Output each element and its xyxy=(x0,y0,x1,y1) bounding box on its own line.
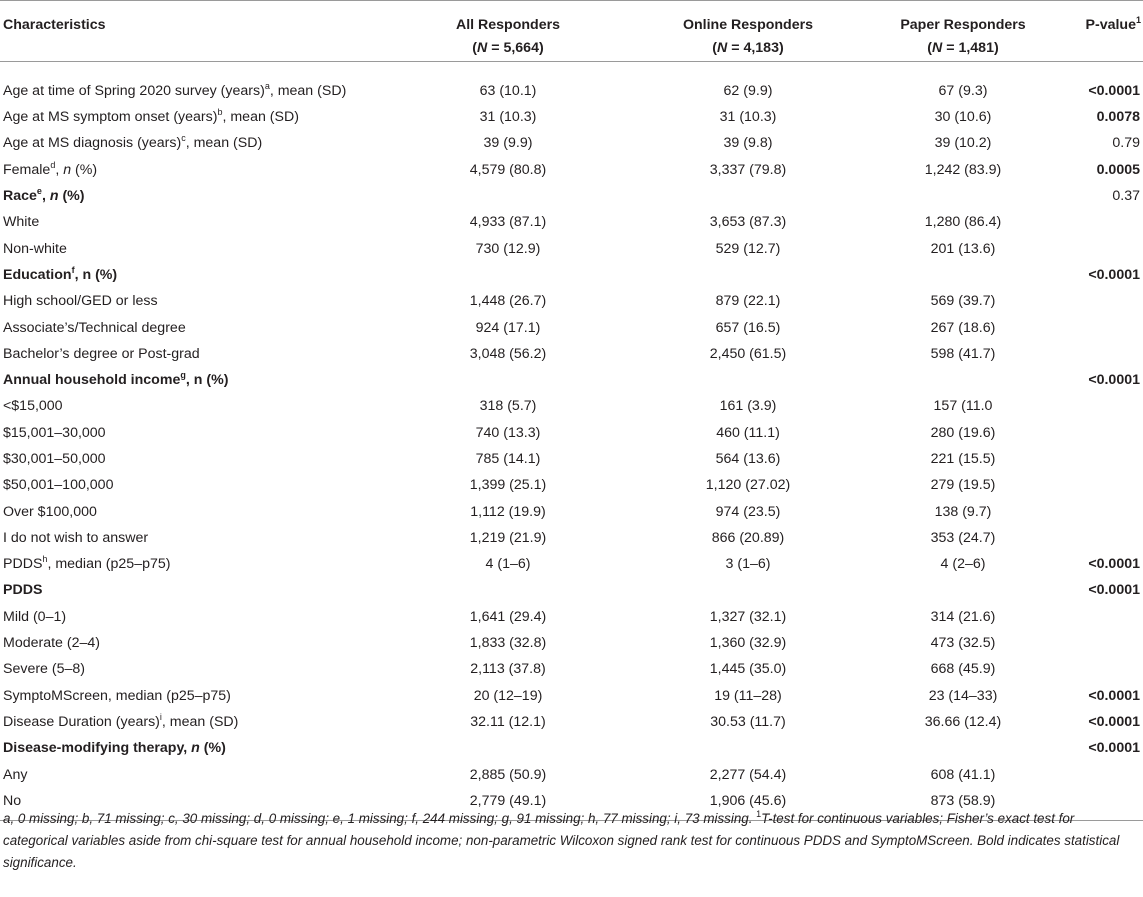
table-row xyxy=(0,183,1143,209)
label-text: , mean (SD) xyxy=(222,109,299,126)
table-row xyxy=(0,341,1143,367)
cell-paper-responders: 473 (32.5) xyxy=(930,635,996,652)
label-text: Annual household income xyxy=(3,372,181,389)
cell-p-value xyxy=(1058,472,1143,498)
header-all-responders-n: (N = 5,664) xyxy=(472,40,544,56)
row-label xyxy=(0,367,388,393)
cell-online-responders: 1,327 (32.1) xyxy=(709,608,787,625)
cell-paper-responders: 201 (13.6) xyxy=(930,240,996,257)
row-label xyxy=(0,656,388,682)
cell-all-responders xyxy=(388,577,628,603)
label-text: I do not wish to answer xyxy=(3,529,149,546)
label-text: Moderate (2–4) xyxy=(3,635,100,652)
cell-paper-responders: 30 (10.6) xyxy=(934,109,992,126)
table-row xyxy=(0,551,1143,577)
label-text: Age at MS diagnosis (years) xyxy=(3,135,182,152)
footnote-sup: 1 xyxy=(756,809,762,819)
table-row xyxy=(0,709,1143,735)
cell-paper-responders xyxy=(868,183,1058,209)
cell-p-value: 0.79 xyxy=(1112,135,1140,152)
label-text: SymptoMScreen, median (p25–p75) xyxy=(3,687,231,704)
row-label xyxy=(0,472,388,498)
cell-online-responders xyxy=(628,367,868,393)
cell-paper-responders: 353 (24.7) xyxy=(930,529,996,546)
label-text: Over $100,000 xyxy=(3,503,97,520)
cell-paper-responders: 221 (15.5) xyxy=(930,451,996,467)
cell-paper-responders: 39 (10.2) xyxy=(934,135,992,152)
cell-paper-responders: 67 (9.3) xyxy=(938,83,988,99)
row-label xyxy=(0,498,388,524)
cell-all-responders: 4,579 (80.8) xyxy=(469,161,547,178)
cell-all-responders: 2,779 (49.1) xyxy=(388,788,628,821)
table-row xyxy=(0,604,1143,630)
row-label xyxy=(0,683,388,709)
row-label xyxy=(0,235,388,261)
row-label xyxy=(0,62,388,105)
cell-online-responders: 31 (10.3) xyxy=(719,109,777,126)
cell-p-value xyxy=(1058,446,1143,472)
table-header-row xyxy=(0,1,1143,62)
table-row xyxy=(0,472,1143,498)
table-row xyxy=(0,157,1143,183)
cell-p-value: <0.0001 xyxy=(1088,687,1140,704)
table-row xyxy=(0,630,1143,656)
cell-online-responders: 2,277 (54.4) xyxy=(709,766,787,783)
cell-all-responders: 4,933 (87.1) xyxy=(469,214,547,231)
table-row xyxy=(0,761,1143,787)
label-superscript: f xyxy=(71,264,75,275)
cell-p-value xyxy=(1058,525,1143,551)
cell-p-value xyxy=(1058,314,1143,340)
table-row xyxy=(0,62,1143,105)
table-body xyxy=(0,62,1143,821)
label-text: Disease-modifying therapy, xyxy=(3,740,192,757)
row-label xyxy=(0,183,388,209)
cell-p-value: 0.0005 xyxy=(1096,161,1140,178)
table-row xyxy=(0,498,1143,524)
label-text: PDDS xyxy=(3,582,43,599)
table-row xyxy=(0,262,1143,288)
label-text: , n (%) xyxy=(74,266,118,283)
cell-all-responders: 4 (1–6) xyxy=(485,556,531,573)
label-text: $50,001–100,000 xyxy=(3,477,114,494)
cell-paper-responders: 23 (14–33) xyxy=(928,687,998,704)
header-p-value-sup: 1 xyxy=(1135,15,1141,25)
cell-paper-responders: 157 (11.0 xyxy=(933,398,993,415)
table-row xyxy=(0,525,1143,551)
cell-p-value xyxy=(1058,393,1143,419)
label-superscript: h xyxy=(42,554,48,565)
cell-all-responders: 740 (13.3) xyxy=(475,424,541,441)
cell-p-value: <0.0001 xyxy=(1088,713,1140,730)
cell-all-responders: 3,048 (56.2) xyxy=(469,345,547,362)
cell-all-responders: 318 (5.7) xyxy=(479,398,537,415)
cell-paper-responders: 598 (41.7) xyxy=(930,345,996,362)
cell-paper-responders: 873 (58.9) xyxy=(868,788,1058,821)
cell-online-responders: 866 (20.89) xyxy=(711,529,785,546)
cell-p-value xyxy=(1058,341,1143,367)
cell-online-responders: 62 (9.9) xyxy=(723,83,773,99)
cell-p-value xyxy=(1058,288,1143,314)
cell-online-responders: 1,445 (35.0) xyxy=(709,661,787,678)
row-label xyxy=(0,130,388,156)
table-row xyxy=(0,393,1143,419)
row-label xyxy=(0,262,388,288)
footnote-missing-text: a, 0 missing; b, 71 missing; c, 30 missing; d, 0 missing; e, 1 missing; f, 244 missing; g, 91 missing; h, 77 missing; i, 73 missing. xyxy=(3,811,757,826)
cell-online-responders: 1,906 (45.6) xyxy=(628,788,868,821)
table-row xyxy=(0,420,1143,446)
cell-paper-responders: 4 (2–6) xyxy=(940,556,986,573)
cell-all-responders xyxy=(388,262,628,288)
cell-all-responders: 1,399 (25.1) xyxy=(469,477,547,494)
label-superscript: i xyxy=(159,711,162,722)
cell-online-responders: 3 (1–6) xyxy=(725,556,771,573)
cell-p-value xyxy=(1058,630,1143,656)
header-paper-responders-label: Paper Responders xyxy=(900,17,1026,33)
label-text: Age at time of Spring 2020 survey (years) xyxy=(3,83,265,99)
row-label xyxy=(0,104,388,130)
label-text: (%) xyxy=(71,161,98,178)
row-label xyxy=(0,446,388,472)
table-footnote xyxy=(3,808,1138,874)
label-text: White xyxy=(3,214,40,231)
cell-p-value xyxy=(1058,235,1143,261)
label-text: Any xyxy=(3,766,28,783)
cell-online-responders: 1,120 (27.02) xyxy=(705,477,791,494)
label-text: Female xyxy=(3,161,51,178)
cell-paper-responders: 569 (39.7) xyxy=(930,293,996,310)
label-text: , mean (SD) xyxy=(161,713,239,730)
table-row xyxy=(0,683,1143,709)
row-label xyxy=(0,551,388,577)
cell-all-responders: 2,113 (37.8) xyxy=(470,661,546,678)
label-superscript: e xyxy=(36,186,42,197)
row-label xyxy=(0,209,388,235)
header-online-responders-label: Online Responders xyxy=(682,17,814,33)
label-text: , xyxy=(55,161,64,178)
cell-p-value xyxy=(1058,761,1143,787)
cell-all-responders: 20 (12–19) xyxy=(473,687,543,704)
footnote-test-text: T-test for continuous variables; Fisher’s exact test for categorical variables aside from chi-square test for annual household income; non-parametric Wilcoxon signed rank test for continuous PDDS and SymptoMScreen. Bold indicates statistical significance. xyxy=(3,811,1120,870)
cell-online-responders: 657 (16.5) xyxy=(715,319,781,336)
row-label xyxy=(0,709,388,735)
label-text: No xyxy=(3,792,22,809)
cell-paper-responders xyxy=(868,735,1058,761)
cell-paper-responders xyxy=(868,367,1058,393)
cell-all-responders xyxy=(388,367,628,393)
cell-all-responders: 1,112 (19.9) xyxy=(470,503,546,520)
cell-online-responders xyxy=(628,735,868,761)
cell-all-responders: 31 (10.3) xyxy=(479,109,537,126)
row-label xyxy=(0,735,388,761)
cell-online-responders: 30.53 (11.7) xyxy=(710,713,786,730)
cell-p-value: <0.0001 xyxy=(1088,556,1140,573)
row-label xyxy=(0,157,388,183)
label-text: (%) xyxy=(199,740,226,757)
cell-all-responders: 32.11 (12.1) xyxy=(470,713,546,730)
label-text: n xyxy=(63,161,72,178)
cell-p-value: <0.0001 xyxy=(1088,266,1140,283)
cell-online-responders: 974 (23.5) xyxy=(715,503,781,520)
label-text: <$15,000 xyxy=(3,398,63,415)
cell-p-value: 0.37 xyxy=(1112,188,1140,205)
label-text: , mean (SD) xyxy=(269,83,347,99)
cell-paper-responders: 608 (41.1) xyxy=(930,766,996,783)
cell-online-responders xyxy=(628,183,868,209)
row-label xyxy=(0,393,388,419)
row-label xyxy=(0,604,388,630)
cell-paper-responders: 280 (19.6) xyxy=(930,424,996,441)
label-text: Non-white xyxy=(3,240,67,257)
cell-online-responders: 529 (12.7) xyxy=(715,240,781,257)
cell-paper-responders xyxy=(868,577,1058,603)
row-label xyxy=(0,525,388,551)
label-text: $15,001–30,000 xyxy=(3,424,106,441)
label-text: Disease Duration (years) xyxy=(3,713,160,730)
cell-online-responders: 879 (22.1) xyxy=(715,293,781,310)
label-text: , mean (SD) xyxy=(185,135,263,152)
label-superscript: a xyxy=(264,81,270,91)
label-superscript: d xyxy=(50,159,56,170)
table-row xyxy=(0,130,1143,156)
table-row xyxy=(0,446,1143,472)
row-label xyxy=(0,341,388,367)
cell-p-value: <0.0001 xyxy=(1088,582,1140,599)
table-row xyxy=(0,577,1143,603)
cell-paper-responders: 267 (18.6) xyxy=(930,319,996,336)
label-text: High school/GED or less xyxy=(3,293,158,310)
label-text: , median (p25–p75) xyxy=(47,556,171,573)
cell-p-value: <0.0001 xyxy=(1088,83,1140,99)
label-text: Education xyxy=(3,266,72,283)
cell-online-responders: 564 (13.6) xyxy=(715,451,781,467)
cell-all-responders xyxy=(388,183,628,209)
label-text: Severe (5–8) xyxy=(3,661,86,678)
label-text: (%) xyxy=(58,188,85,205)
table-row xyxy=(0,735,1143,761)
cell-all-responders: 1,833 (32.8) xyxy=(469,635,547,652)
cell-online-responders: 161 (3.9) xyxy=(719,398,777,415)
label-text: Age at MS symptom onset (years) xyxy=(3,109,218,126)
cell-paper-responders: 1,242 (83.9) xyxy=(924,161,1002,178)
cell-p-value xyxy=(1058,498,1143,524)
cell-all-responders: 730 (12.9) xyxy=(475,240,541,257)
cell-paper-responders: 279 (19.5) xyxy=(930,477,996,494)
table-row xyxy=(0,104,1143,130)
header-p-value-label: P-value xyxy=(1085,17,1136,33)
header-p-value xyxy=(1058,1,1143,62)
cell-online-responders: 39 (9.8) xyxy=(723,135,773,152)
label-text: Bachelor’s degree or Post-grad xyxy=(3,345,200,362)
header-paper-responders xyxy=(868,1,1058,62)
header-online-responders xyxy=(628,1,868,62)
cell-online-responders: 19 (11–28) xyxy=(714,687,782,704)
cell-online-responders: 460 (11.1) xyxy=(716,424,780,441)
cell-p-value xyxy=(1058,420,1143,446)
row-label xyxy=(0,314,388,340)
header-paper-responders-n: (N = 1,481) xyxy=(927,40,999,56)
label-text: Race xyxy=(3,188,37,205)
label-text: $30,001–50,000 xyxy=(3,451,106,467)
cell-all-responders: 1,219 (21.9) xyxy=(469,529,547,546)
cell-paper-responders: 314 (21.6) xyxy=(930,608,996,625)
cell-p-value xyxy=(1058,209,1143,235)
table-row xyxy=(0,367,1143,393)
cell-online-responders xyxy=(628,262,868,288)
table-row xyxy=(0,656,1143,682)
table-row xyxy=(0,235,1143,261)
cell-p-value: <0.0001 xyxy=(1088,372,1140,389)
cell-all-responders: 1,448 (26.7) xyxy=(469,293,547,310)
cell-p-value xyxy=(1058,604,1143,630)
cell-paper-responders: 668 (45.9) xyxy=(930,661,996,678)
row-label xyxy=(0,420,388,446)
cell-paper-responders: 36.66 (12.4) xyxy=(924,713,1002,730)
label-superscript: g xyxy=(180,370,186,381)
label-text: Associate’s/Technical degree xyxy=(3,319,186,336)
cell-all-responders: 924 (17.1) xyxy=(475,319,541,336)
cell-all-responders: 1,641 (29.4) xyxy=(469,608,547,625)
cell-paper-responders: 1,280 (86.4) xyxy=(924,214,1002,231)
label-superscript: b xyxy=(217,107,223,118)
header-all-responders-label: All Responders xyxy=(455,17,561,33)
cell-online-responders: 1,360 (32.9) xyxy=(709,635,787,652)
table-row xyxy=(0,314,1143,340)
row-label xyxy=(0,288,388,314)
cell-paper-responders xyxy=(868,262,1058,288)
header-characteristics xyxy=(0,1,388,62)
label-text: n xyxy=(191,740,200,757)
row-label xyxy=(0,630,388,656)
cell-all-responders: 63 (10.1) xyxy=(479,83,537,99)
cell-p-value: <0.0001 xyxy=(1088,740,1140,757)
header-characteristics-label: Characteristics xyxy=(3,17,106,33)
cell-all-responders: 785 (14.1) xyxy=(475,451,541,467)
label-text: , xyxy=(41,188,50,205)
label-text: PDDS xyxy=(3,556,43,573)
cell-online-responders xyxy=(628,577,868,603)
cell-online-responders: 3,653 (87.3) xyxy=(709,214,787,231)
row-label xyxy=(0,761,388,787)
label-text: n xyxy=(49,188,59,205)
cell-all-responders: 39 (9.9) xyxy=(483,135,533,152)
row-label xyxy=(0,577,388,603)
cell-online-responders: 2,450 (61.5) xyxy=(709,345,787,362)
label-superscript: c xyxy=(181,133,186,144)
label-text: Mild (0–1) xyxy=(3,608,67,625)
cell-all-responders xyxy=(388,735,628,761)
cell-online-responders: 3,337 (79.8) xyxy=(709,161,787,178)
cell-p-value: 0.0078 xyxy=(1096,109,1140,126)
cell-all-responders: 2,885 (50.9) xyxy=(469,766,547,783)
table-row xyxy=(0,288,1143,314)
label-text: , n (%) xyxy=(185,372,229,389)
cell-paper-responders: 138 (9.7) xyxy=(934,503,992,520)
header-all-responders xyxy=(388,1,628,62)
table-row xyxy=(0,209,1143,235)
header-online-responders-n: (N = 4,183) xyxy=(712,40,784,56)
cell-p-value xyxy=(1058,656,1143,682)
